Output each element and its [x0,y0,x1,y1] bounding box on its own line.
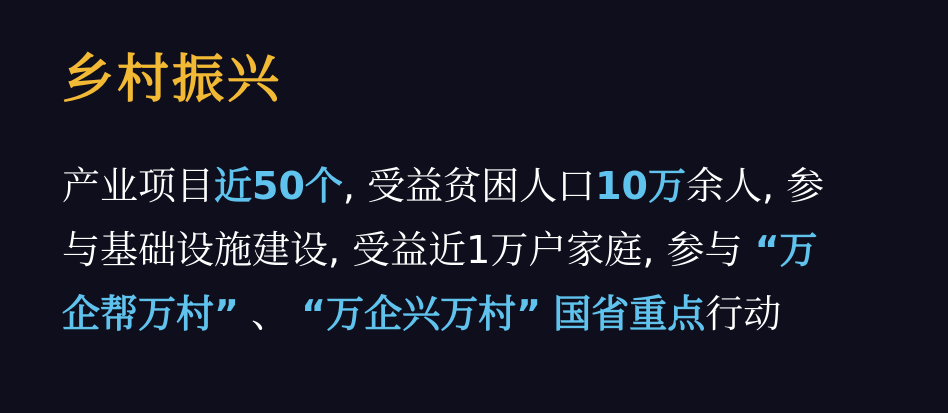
highlight-population: 10万 [595,164,686,208]
text-segment: 行动 [705,292,782,336]
highlight-campaign-start: “万 [754,228,818,272]
highlight-campaign-end: 企帮万村” [62,292,239,336]
highlight-key-level: 国省重点 [553,292,706,336]
text-segment: 余人, 参 [685,164,825,208]
paragraph-line-2 [62,218,892,282]
paragraph-line-3 [62,282,892,346]
text-segment: , 受益贫困人口 [342,164,596,208]
text-segment: 产业项目 [62,164,215,208]
highlight-campaign-name: “万企兴万村” [301,292,542,336]
text-segment [541,292,553,336]
text-segment: 与基础设施建设, 受益近1万户家庭, 参与 [62,228,755,272]
section-title: 乡村振兴 [62,50,283,110]
text-segment: 、 [238,292,302,336]
body-paragraph [62,154,892,346]
highlight-project-count: 近50个 [214,164,343,208]
paragraph-line-1 [62,154,892,218]
